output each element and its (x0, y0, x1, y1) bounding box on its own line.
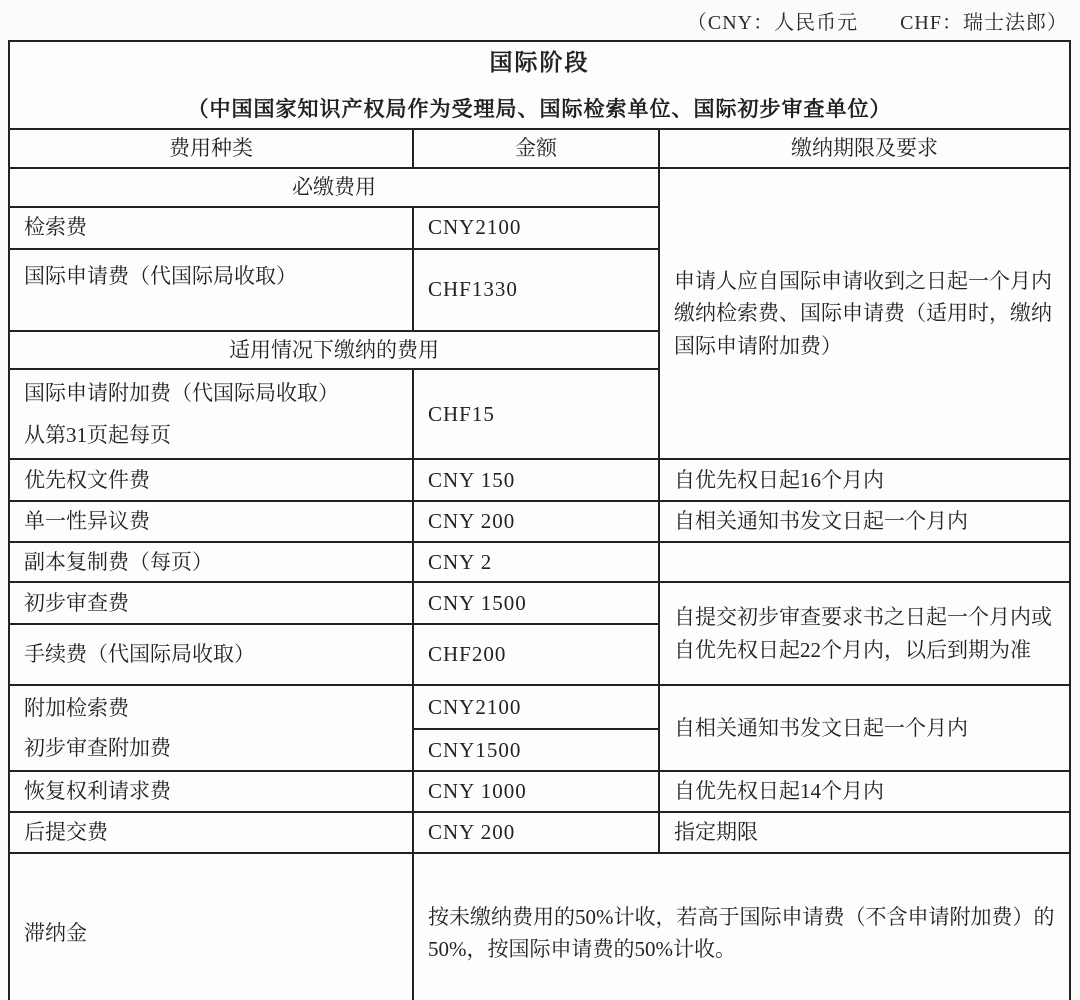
fee-name-prelim-exam-fee: 初步审查费 (9, 582, 413, 624)
deadline-restoration-fee: 自优先权日起14个月内 (659, 771, 1070, 812)
amount-additional-exam-fee: CNY1500 (413, 729, 659, 771)
amount-late-submission-fee: CNY 200 (413, 812, 659, 853)
fee-name-restoration-fee: 恢复权利请求费 (9, 771, 413, 812)
amount-supplement-fee: CHF15 (413, 369, 659, 459)
table-title: 国际阶段 (489, 49, 590, 75)
table-subtitle: （中国国家知识产权局作为受理局、国际检索单位、国际初步审查单位） (187, 96, 892, 121)
fee-name-unity-objection-fee: 单一性异议费 (9, 501, 413, 542)
fee-name-handling-fee: 手续费（代国际局收取） (9, 624, 413, 685)
amount-copy-fee: CNY 2 (413, 542, 659, 582)
amount-intl-filing-fee: CHF1330 (413, 249, 659, 331)
amount-additional-search-fee: CNY2100 (413, 685, 659, 729)
amount-restoration-fee: CNY 1000 (413, 771, 659, 812)
fee-name-additional-exam-fee: 初步审查附加费 (24, 735, 171, 760)
fee-name-supplement-line1: 国际申请附加费（代国际局收取） (24, 381, 339, 406)
deadline-unity-objection-fee: 自相关通知书发文日起一个月内 (659, 501, 1070, 542)
amount-prelim-exam-fee: CNY 1500 (413, 582, 659, 624)
fee-name-intl-filing-fee: 国际申请费（代国际局收取） (9, 249, 413, 331)
deadline-priority-doc-fee: 自优先权日起16个月内 (659, 459, 1070, 501)
deadline-copy-fee (659, 542, 1070, 582)
fee-name-search-fee: 检索费 (9, 207, 413, 249)
col-header-fee-type: 费用种类 (9, 129, 413, 168)
col-header-deadline: 缴纳期限及要求 (659, 129, 1070, 168)
fee-table (8, 40, 1071, 1000)
fee-name-additional-fees (9, 685, 413, 771)
section-conditional-fees: 适用情况下缴纳的费用 (9, 331, 659, 370)
fee-name-supplement-line2: 从第31页起每页 (24, 423, 171, 448)
deadline-required-merged: 申请人应自国际申请收到之日起一个月内缴纳检索费、国际申请费（适用时，缴纳国际申请附加费） (659, 168, 1070, 460)
fee-name-additional-search-fee: 附加检索费 (24, 695, 129, 720)
col-header-amount: 金额 (413, 129, 659, 168)
amount-priority-doc-fee: CNY 150 (413, 459, 659, 501)
amount-unity-objection-fee: CNY 200 (413, 501, 659, 542)
amount-search-fee: CNY2100 (413, 207, 659, 249)
deadline-late-submission-fee: 指定期限 (659, 812, 1070, 853)
fee-name-late-submission-fee: 后提交费 (9, 812, 413, 853)
fee-name-supplement-fee (9, 369, 413, 459)
deadline-additional-merged: 自相关通知书发文日起一个月内 (659, 685, 1070, 771)
deadline-late-payment-fee: 按未缴纳费用的50%计收，若高于国际申请费（不含申请附加费）的50%，按国际申请费的50%计收。 (413, 853, 1070, 1000)
deadline-prelim-exam-merged: 自提交初步审查要求书之日起一个月内或自优先权日起22个月内，以后到期为准 (659, 582, 1070, 685)
section-required-fees: 必缴费用 (9, 168, 659, 207)
currency-legend: （CNY：人民币元 CHF：瑞士法郎） (686, 12, 1068, 34)
fee-name-priority-doc-fee: 优先权文件费 (9, 459, 413, 501)
fee-name-copy-fee: 副本复制费（每页） (9, 542, 413, 582)
amount-handling-fee: CHF200 (413, 624, 659, 685)
table-title-cell (9, 41, 1070, 129)
fee-name-late-payment-fee: 滞纳金 (9, 853, 413, 1000)
